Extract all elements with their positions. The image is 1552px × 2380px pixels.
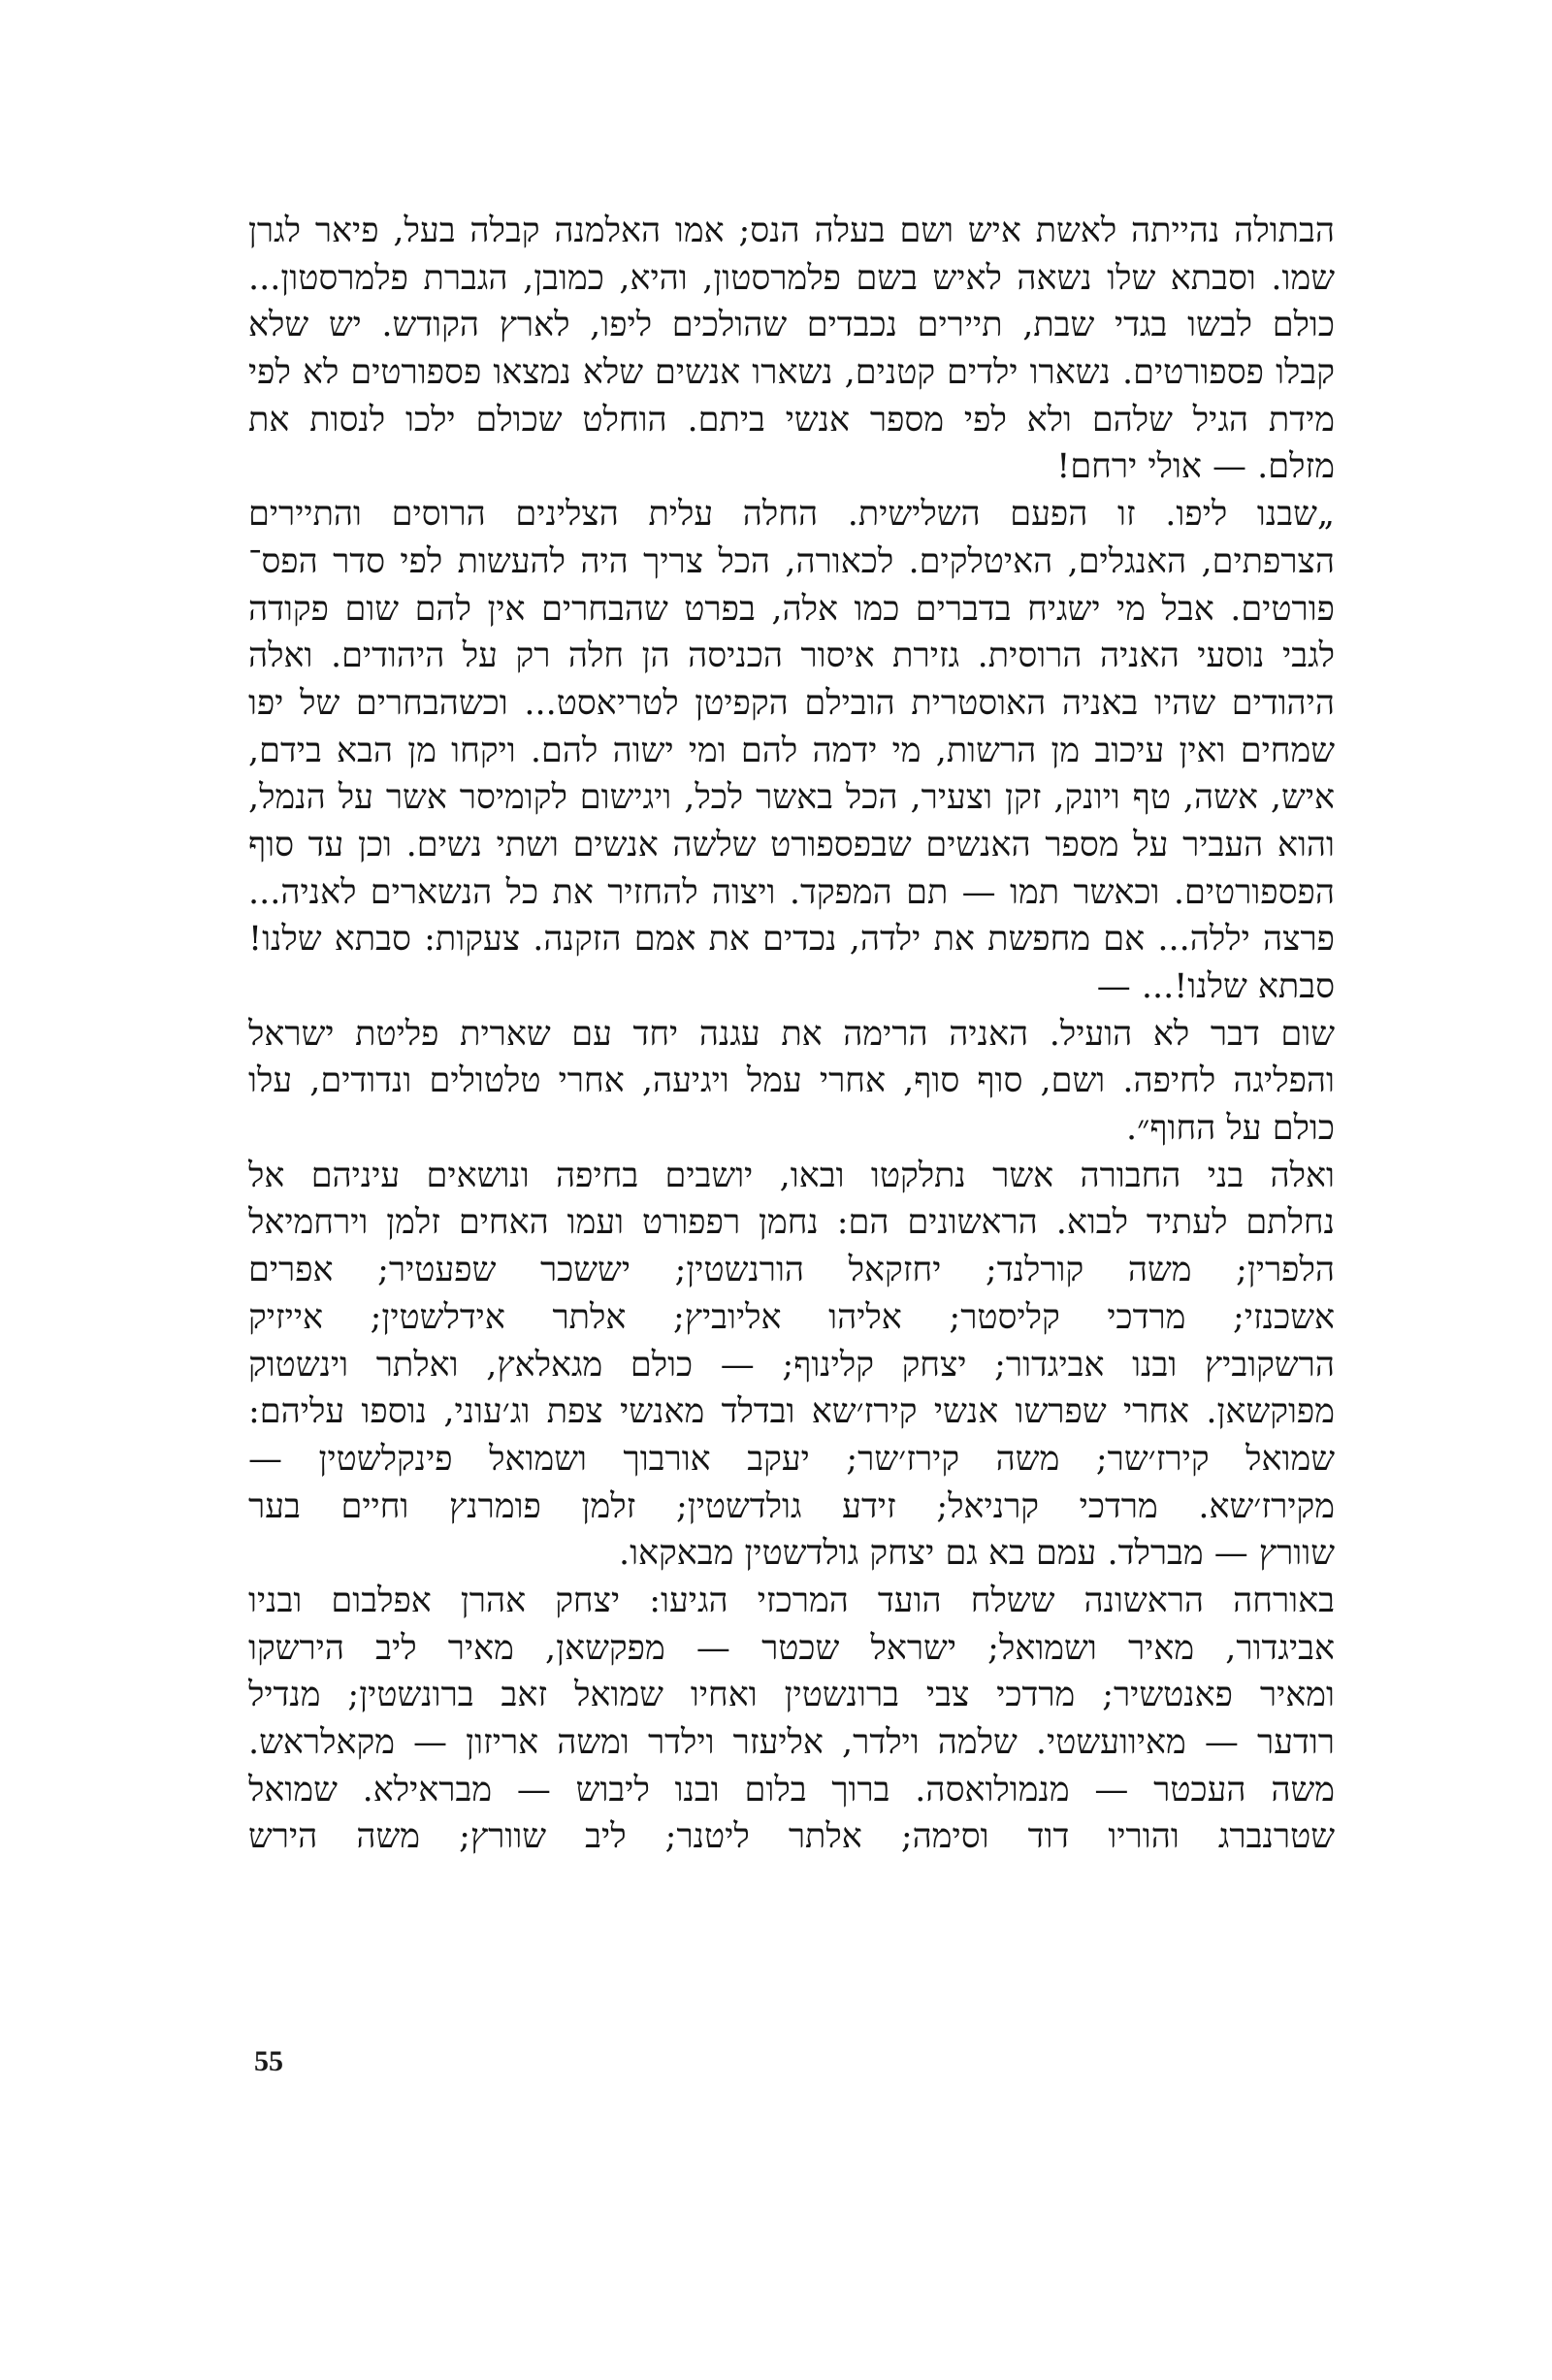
text-line: שטרנברג והוריו דוד וסימה; אלתר ליטנר; ליב שוורץ; משה הירש (248, 1817, 1335, 1857)
text-line: נחלתם לעתיד לבוא. הראשונים הם: נחמן רפפורט ועמו האחים זלמן וירחמיאל (248, 1203, 1335, 1243)
text-line: „שבנו ליפו. זו הפעם השלישית. החלה עלית הצלינים הרוסים והתיירים (248, 495, 1335, 535)
text-line: קבלו פספורטים. נשארו ילדים קטנים, נשארו אנשים שלא נמצאו פספורטים לא לפי (248, 353, 1335, 393)
text-line: מקירז׳שא. מרדכי קרניאל; זידע גולדשטין; זלמן פומרנץ וחיים בער (248, 1486, 1335, 1526)
body-text (248, 208, 1335, 1861)
text-line: והפליגה לחיפה. ושם, סוף סוף, אחרי עמל ויגיעה, אחרי טלטולים ונדודים, עלו (248, 1061, 1335, 1101)
text-line: מידת הגיל שלהם ולא לפי מספר אנשי ביתם. הוחלט שכולם ילכו לנסות את (248, 400, 1335, 440)
text-line: הבתולה נהייתה לאשת איש ושם בעלה הנס; אמו האלמנה קבלה בעל, פיאר לגרן (248, 212, 1335, 250)
text-line: שוורץ — מברלד. עמם בא גם יצחק גולדשטין מבאקאו. (618, 1534, 1335, 1574)
text-line: באורחה הראשונה ששלח הועד המרכזי הגיעו: יצחק אהרן אפלבום ובניו (248, 1581, 1335, 1620)
text-line: פרצה יללה... אם מחפשת את ילדה, נכדים את אמם הזקנה. צעקות: סבתא שלנו! (248, 920, 1335, 960)
text-line: שום דבר לא הועיל. האניה הרימה את עגנה יחד עם שארית פליטת ישראל (248, 1014, 1335, 1054)
text-line: כולם על החוף״. (1125, 1109, 1335, 1149)
text-line: ואלה בני החבורה אשר נתלקטו ובאו, יושבים בחיפה ונושאים עיניהם אל (248, 1156, 1335, 1195)
text-line: שמחים ואין עיכוב מן הרשות, מי ידמה להם ומי ישוה להם. ויקחו מן הבא בידם, (248, 731, 1335, 770)
text-line: אביגדור, מאיר ושמואל; ישראל שכטר — מפקשאן, מאיר ליב הירשקו (248, 1628, 1335, 1668)
text-line: איש, אשה, טף ויונק, זקן וצעיר, הכל באשר לכל, ויגישום לקומיסר אשר על הנמל, (248, 778, 1335, 818)
text-line: היהודים שהיו באניה האוסטרית הובילם הקפיטן לטריאסט... וכשהבחרים של יפו (248, 683, 1335, 723)
text-line: אשכנזי; מרדכי קליסטר; אליהו אליוביץ; אלתר אידלשטין; אייזיק (248, 1297, 1335, 1337)
text-line: פורטים. אבל מי ישגיח בדברים כמו אלה, בפרט שהבחרים אין להם שום פקודה (248, 589, 1335, 629)
text-line: והוא העביר על מספר האנשים שבפספורט שלשה אנשים ושתי נשים. וכן עד סוף (248, 825, 1335, 864)
text-line: שמואל קירז׳שר; משה קירז׳שר; יעקב אורבוך ושמואל פינקלשטין — (248, 1439, 1335, 1479)
text-line: מזלם. — אולי ירחם! (1056, 447, 1335, 487)
text-line: כולם לבשו בגדי שבת, תיירים נכבדים שהולכים ליפו, לארץ הקודש. יש שלא (248, 306, 1335, 345)
text-line: לגבי נוסעי האניה הרוסית. גזירת איסור הכניסה הן חלה רק על היהודים. ואלה (248, 636, 1335, 676)
text-line: משה העכטר — מנמולואסה. ברוך בלום ובנו ליבוש — מבראילא. שמואל (248, 1770, 1335, 1809)
text-line: הצרפתים, האנגלים, האיטלקים. לכאורה, הכל צריך היה להעשות לפי סדר הפס־ (248, 541, 1335, 581)
text-line: רודער — מאיוועשטי. שלמה וילדר, אליעזר וילדר ומשה אריזון — מקאלראש. (248, 1723, 1335, 1762)
text-line: הפספורטים. וכאשר תמו — תם המפקד. ויצוה להחזיר את כל הנשארים לאניה... (248, 872, 1335, 912)
text-line: סבתא שלנו!... — (1096, 967, 1335, 1006)
page-number: 55 (254, 2045, 283, 2077)
text-line: ומאיר פאנטשיר; מרדכי צבי ברונשטין ואחיו שמואל זאב ברונשטין; מנדיל (248, 1676, 1335, 1715)
text-line: מפוקשאן. אחרי שפרשו אנשי קירז׳שא ובדלד מאנשי צפת וג׳עוני, נוספו עליהם: (248, 1392, 1335, 1432)
text-line: הרשקוביץ ובנו אביגדור; יצחק קלינוף; — כולם מגאלאץ, ואלתר וינשטוק (248, 1345, 1335, 1385)
text-line: שמו. וסבתא שלו נשאה לאיש בשם פלמרסטון, והיא, כמובן, הגברת פלמרסטון... (248, 258, 1335, 298)
text-line: הלפרין; משה קורלנד; יחזקאל הורנשטין; יששכר שפעטיר; אפרים (248, 1251, 1335, 1290)
